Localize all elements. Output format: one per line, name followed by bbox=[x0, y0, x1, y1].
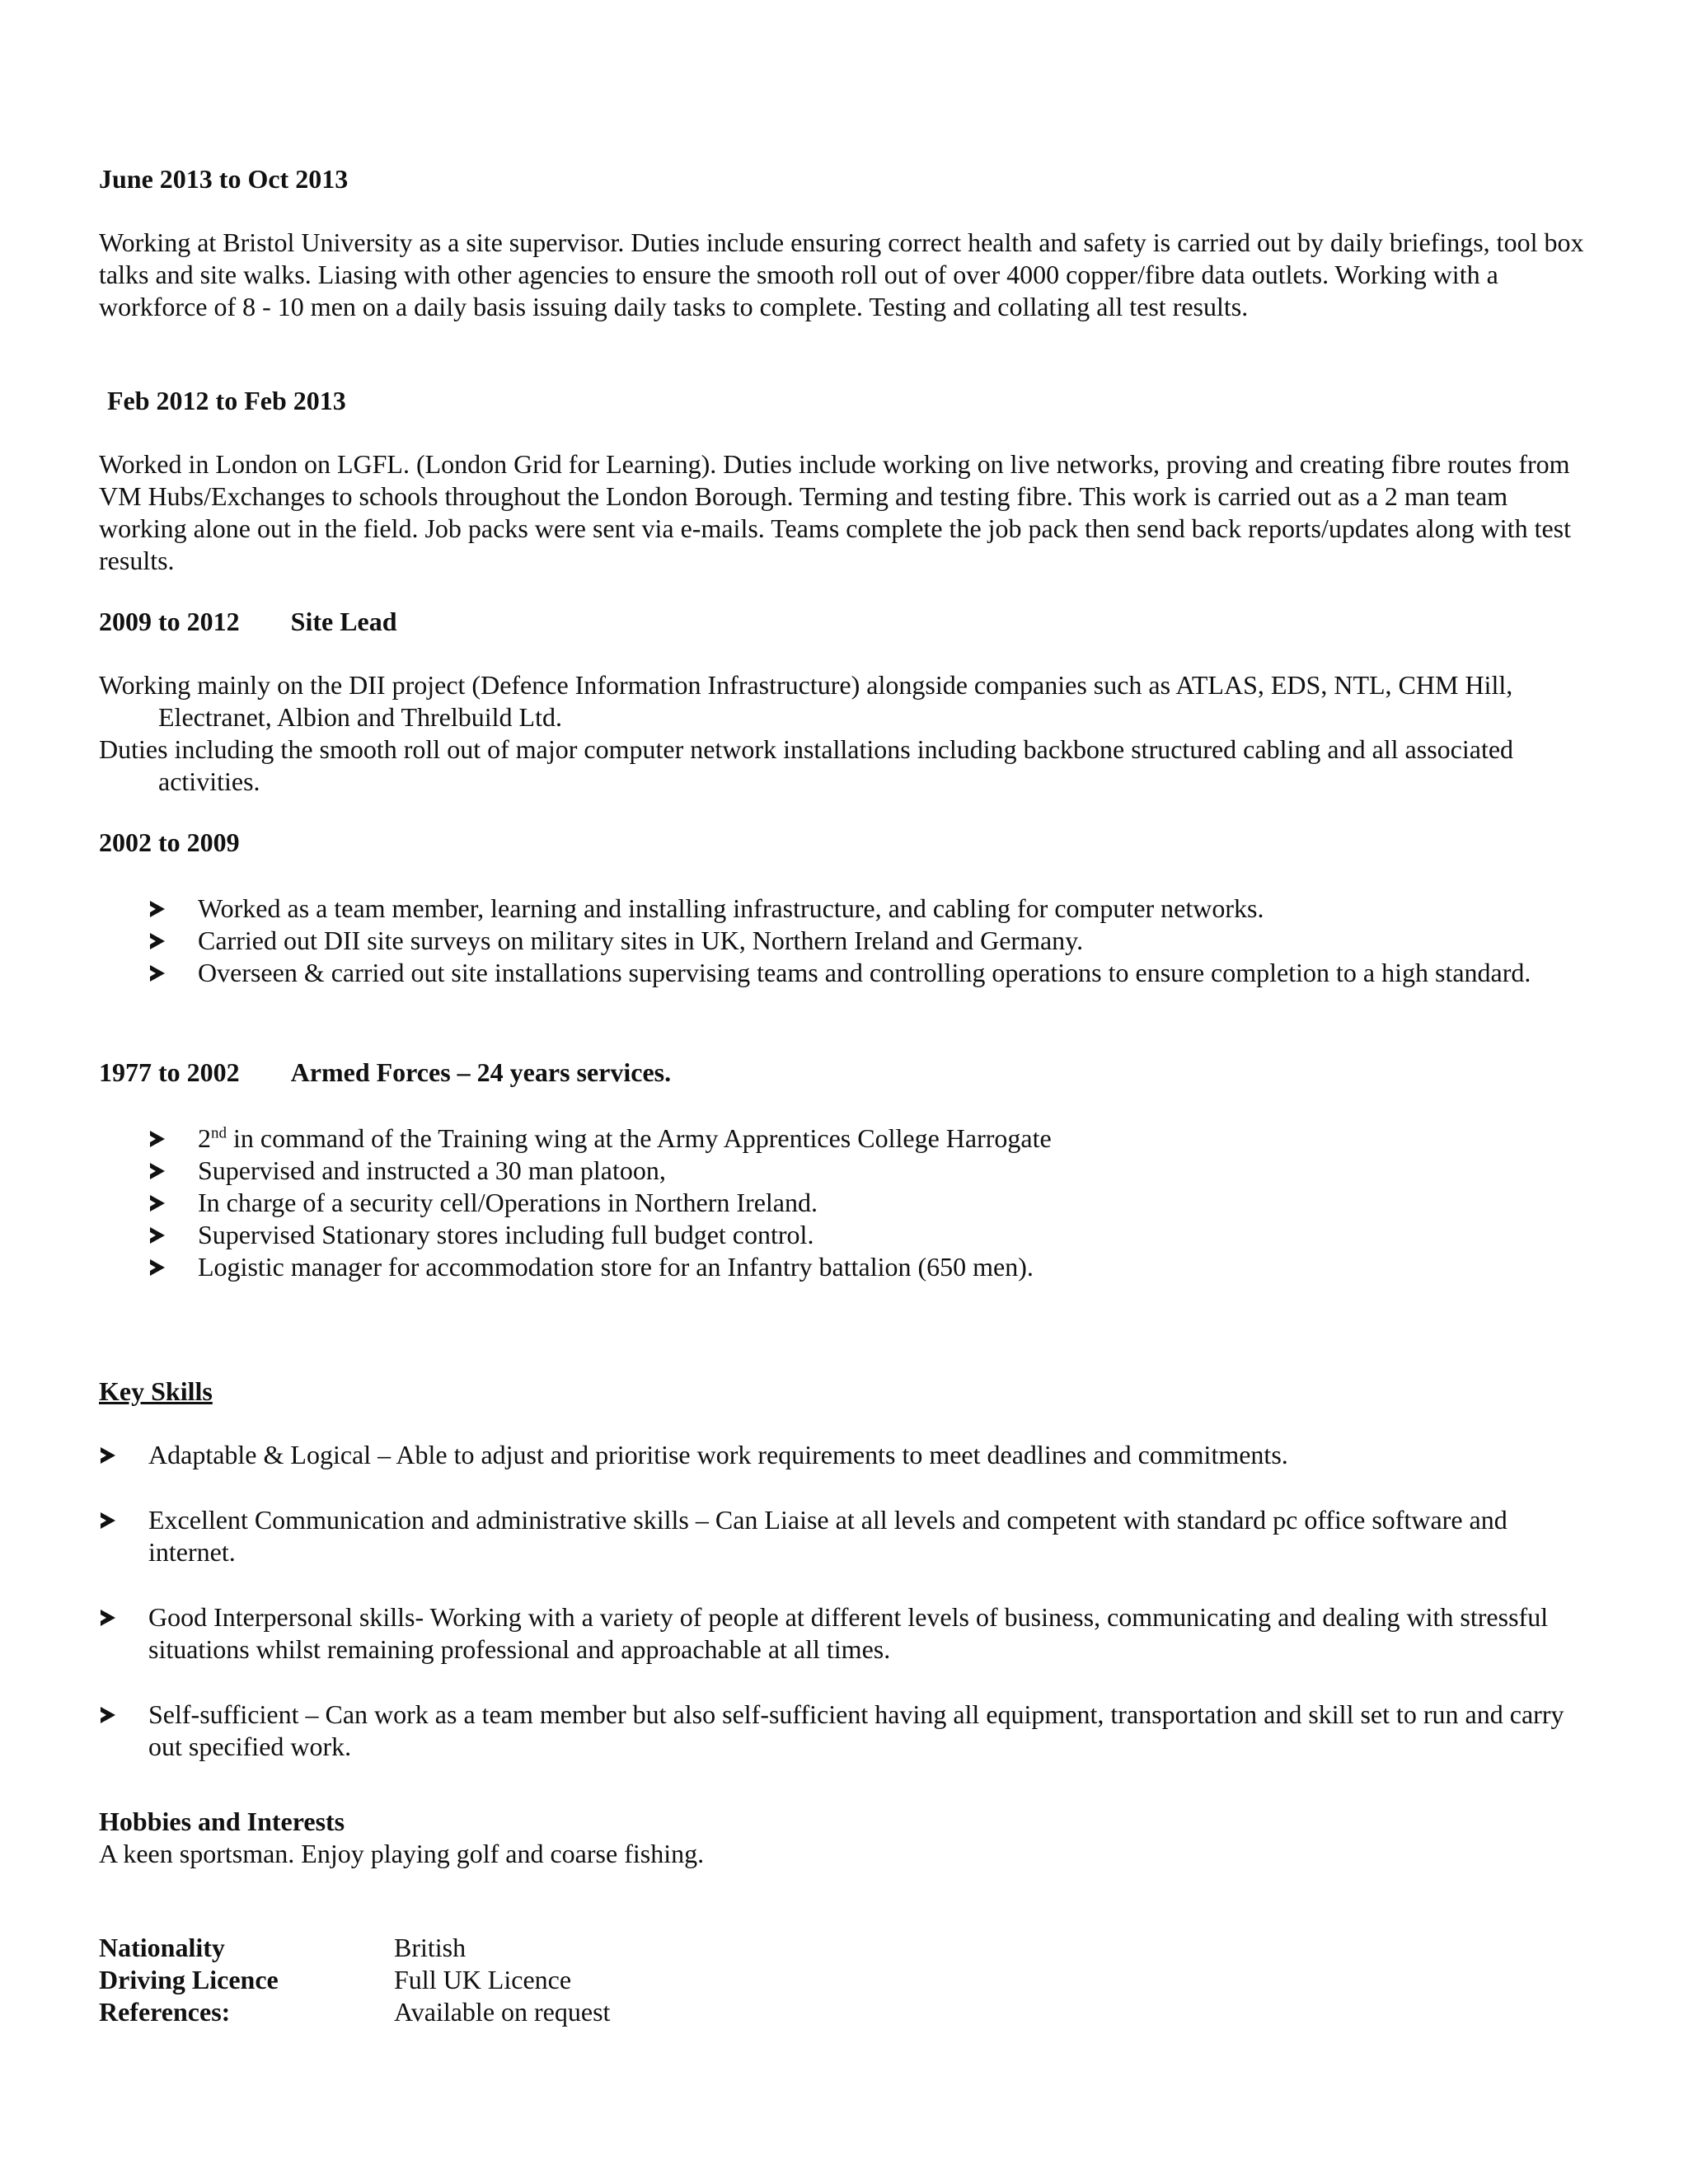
details-row bbox=[99, 1932, 1599, 1964]
list-item: Carried out DII site surveys on military sites in UK, Northern Ireland and Germany. bbox=[198, 926, 1084, 955]
detail-value: Full UK Licence bbox=[394, 1965, 572, 1994]
list-item: Self-sufficient – Can work as a team member but also self-sufficient having all equipment, transportation and skill set to run and carry out specified work. bbox=[148, 1699, 1564, 1761]
list-item: Supervised Stationary stores including full budget control. bbox=[198, 1220, 814, 1249]
key-skills-list bbox=[99, 1439, 1599, 1763]
job4-dates: 2002 to 2009 bbox=[99, 827, 240, 857]
list-item: Excellent Communication and administrative skills – Can Liaise at all levels and competent with standard pc office software and internet. bbox=[148, 1505, 1507, 1567]
job1-dates: June 2013 to Oct 2013 bbox=[99, 164, 349, 194]
hobbies-section bbox=[99, 1806, 1599, 1870]
job2-dates: Feb 2012 to Feb 2013 bbox=[107, 386, 346, 415]
key-skills-heading: Key Skills bbox=[99, 1376, 213, 1406]
details-row bbox=[99, 1964, 1599, 1996]
detail-value: Available on request bbox=[394, 1997, 611, 2027]
hobbies-text: A keen sportsman. Enjoy playing golf and coarse fishing. bbox=[99, 1839, 705, 1868]
hobbies-heading: Hobbies and Interests bbox=[99, 1807, 345, 1836]
detail-label: Driving Licence bbox=[99, 1965, 279, 1994]
list-item: 2nd in command of the Training wing at the Army Apprentices College Harrogate bbox=[198, 1123, 1052, 1153]
job1-description: Working at Bristol University as a site supervisor. Duties include ensuring correct health and safety is carried out by daily briefings, tool box talks and site walks. Liasing with other agencies to ensure the smooth roll out of over 4000 copper/fibre data outlets. Working with a workforce of 8 - 10 men on a daily basis issuing daily tasks to complete. Testing and collating all test results. bbox=[99, 227, 1584, 321]
job3-body bbox=[99, 669, 1599, 798]
job3-paragraph: Working mainly on the DII project (Defence Information Infrastructure) alongside companies such as ATLAS, EDS, NTL, CHM Hill, Electranet, Albion and Threlbuild Ltd. bbox=[99, 670, 1513, 732]
job3-dates: 2009 to 2012 bbox=[99, 607, 240, 636]
job3-heading bbox=[99, 606, 1599, 638]
list-item: Supervised and instructed a 30 man platoon, bbox=[198, 1155, 666, 1185]
list-item: Overseen & carried out site installations supervising teams and controlling operations to ensure completion to a high standard. bbox=[198, 958, 1531, 987]
list-item: In charge of a security cell/Operations in Northern Ireland. bbox=[198, 1188, 818, 1217]
list-item: Adaptable & Logical – Able to adjust and prioritise work requirements to meet deadlines and commitments. bbox=[148, 1440, 1288, 1469]
job4-list bbox=[99, 893, 1599, 989]
personal-details bbox=[99, 1932, 1599, 2028]
detail-label: References: bbox=[99, 1997, 231, 2027]
job3-title: Site Lead bbox=[290, 607, 397, 636]
job3-paragraph: Duties including the smooth roll out of major computer network installations including backbone structured cabling and all associated activities. bbox=[99, 734, 1514, 796]
list-item: Worked as a team member, learning and installing infrastructure, and cabling for computer networks. bbox=[198, 893, 1264, 923]
list-item: Good Interpersonal skills- Working with a variety of people at different levels of business, communicating and dealing with stressful situations whilst remaining professional and approachable at all times. bbox=[148, 1602, 1549, 1664]
detail-label: Nationality bbox=[99, 1933, 225, 1962]
job5-title: Armed Forces – 24 years services. bbox=[290, 1057, 672, 1087]
job5-dates: 1977 to 2002 bbox=[99, 1057, 240, 1087]
job5-heading bbox=[99, 1057, 1599, 1089]
detail-value: British bbox=[394, 1933, 467, 1962]
job2-description: Worked in London on LGFL. (London Grid for Learning). Duties include working on live networks, proving and creating fibre routes from VM Hubs/Exchanges to schools throughout the London Borough. Terming and testing fibre. This work is carried out as a 2 man team working alone out in the field. Job packs were sent via e-mails. Teams complete the job pack then send back reports/updates along with test results. bbox=[99, 449, 1572, 575]
job5-list bbox=[99, 1122, 1599, 1283]
list-item: Logistic manager for accommodation store for an Infantry battalion (650 men). bbox=[198, 1252, 1034, 1282]
details-row bbox=[99, 1996, 1599, 2028]
